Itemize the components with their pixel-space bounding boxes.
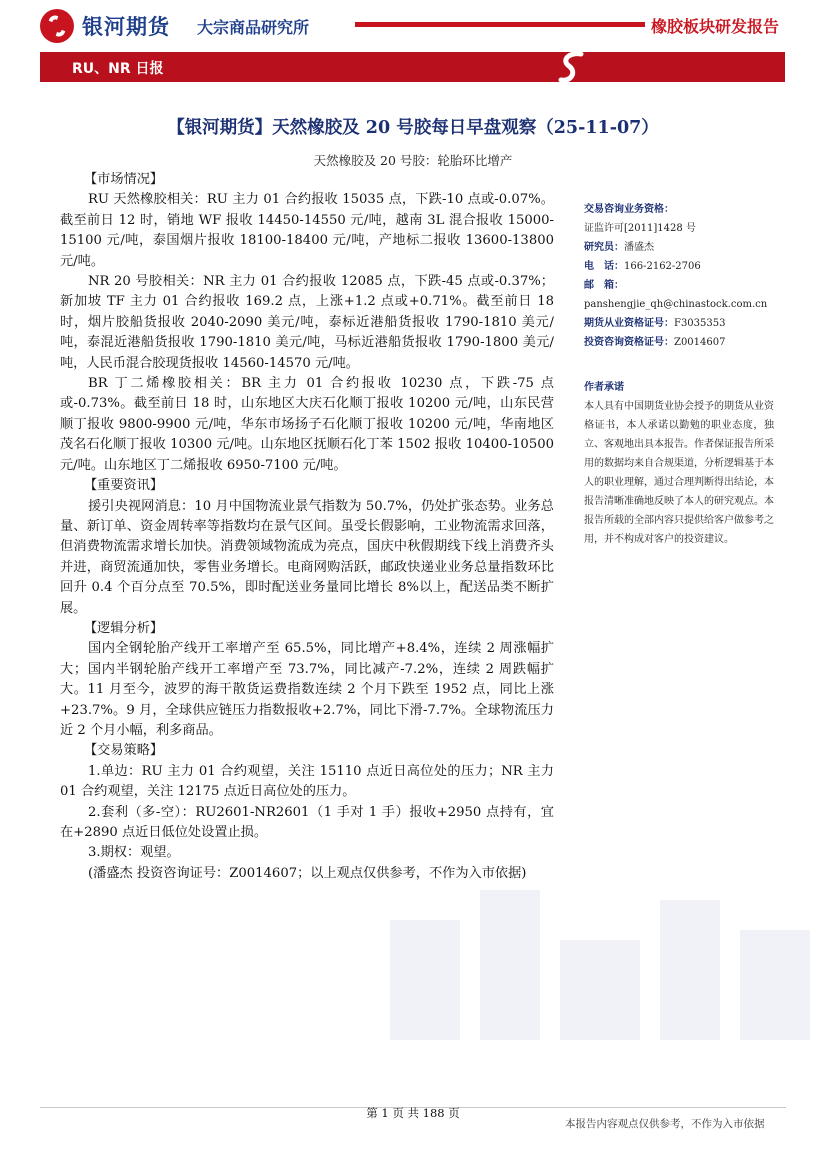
phone-label: 电 话： — [584, 261, 624, 272]
watermark-graphic — [380, 880, 820, 1060]
footer-disclaimer: 本报告内容观点仅供参考，不作为入市依据 — [565, 1118, 765, 1130]
report-type: 橡胶板块研发报告 — [651, 17, 780, 36]
paragraph-strategy-single: 1.单边：RU 主力 01 合约观望，关注 15110 点近日高位处的压力；NR 主力 01 合约观望，关注 12175 点近日高位处的压力。 — [60, 763, 554, 800]
futures-cert-label: 期货从业资格证号： — [584, 318, 674, 329]
page-title: 【银河期货】天然橡胶及 20 号胶每日早盘观察（25-11-07） — [167, 118, 659, 138]
license-number: 证监许可[2011]1428 号 — [584, 223, 696, 234]
researcher-label: 研究员： — [584, 242, 624, 253]
paragraph-strategy-arbitrage: 2.套利（多-空）：RU2601-NR2601（1 手对 1 手）报收+2950 点持有，宜在+2890 点近日低位处设置止损。 — [60, 804, 554, 840]
header-divider — [355, 22, 645, 27]
brand-logo-icon — [40, 9, 74, 43]
analyst-signature: (潘盛杰 投资咨询证号：Z0014607；以上观点仅供参考，不作为入市依据) — [88, 865, 527, 881]
report-body — [60, 170, 554, 884]
paragraph-news: 援引央视网消息：10 月中国物流业景气指数为 50.7%，仍处扩张态势。业务总量、新订单、资金周转率等指数均在景气区间。虽受长假影响，工业物流需求回落，但消费物流需求增长加快。消费领域物流成为亮点，国庆中秋假期线下线上消费齐头并进，商贸流通加快，零售业务增长。电商网购活跃，邮政快递业业务总量指数环比回升 0.4 个百分点至 70.5%，即时配送业务量同比增长 8%以上，配送品类不断扩展。 — [60, 498, 554, 616]
paragraph-logic: 国内全钢轮胎产线开工率增产至 65.5%，同比增产+8.4%，连续 2 周涨幅扩大；国内半钢轮胎产线开工率增产至 73.7%，同比减产-7.2%，连续 2 周跌幅扩大。11 月至今，波罗的海干散货运费指数连续 2 个月下跌至 1952 点，同比上涨+23.7%。9 月，全球供应链压力指数报收+2.7%，同比下滑-7.7%。全球物流压力近 2 个月小幅，利多商品。 — [60, 641, 554, 738]
qualification-label: 交易咨询业务资格： — [584, 204, 674, 215]
section-heading-logic: 【逻辑分析】 — [84, 620, 164, 636]
paragraph-ru: RU 天然橡胶相关：RU 主力 01 合约报收 15035 点，下跌-10 点或-0.07%。截至前日 12 时，销地 WF 报收 14450-14550 元/吨，越南 3L 混合报收 15000-15100 元/吨，泰国烟片报收 18100-18400 元/吨，产地标二报收 13600-13800 元/吨。 — [60, 192, 554, 269]
page-subtitle: 天然橡胶及 20 号胶：轮胎环比增产 — [313, 153, 513, 168]
section-heading-market: 【市场情况】 — [84, 172, 164, 187]
paragraph-strategy-option: 3.期权：观望。 — [88, 845, 180, 861]
institute-name: 大宗商品研究所 — [197, 18, 310, 37]
paragraph-br: BR 丁二烯橡胶相关：BR 主力 01 合约报收 10230 点，下跌-75 点或-0.73%。截至前日 18 时，山东地区大庆石化顺丁报收 10200 元/吨，山东民营顺丁报收 9800-9900 元/吨，华东市场扬子石化顺丁报收 10200 元/吨，华南地区茂名石化顺丁报收 10300 元/吨。山东地区抚顺石化丁苯 1502 报收 10400-10500 元/吨。山东地区丁二烯报收 6950-7100 元/吨。 — [60, 376, 554, 473]
promise-title: 作者承诺 — [584, 382, 624, 393]
sidebar — [584, 200, 774, 549]
consult-cert-label: 投资咨询资格证号： — [584, 337, 674, 348]
swoosh-icon — [555, 48, 591, 86]
page-number: 第 1 页 共 188 页 — [366, 1106, 460, 1120]
futures-cert-number: F3035353 — [674, 318, 726, 329]
section-heading-strategy: 【交易策略】 — [84, 743, 164, 759]
banner-label: RU、NR 日报 — [72, 61, 164, 77]
consult-cert-number: Z0014607 — [674, 337, 726, 348]
paragraph-nr: NR 20 号胶相关：NR 主力 01 合约报收 12085 点，下跌-45 点或-0.37%；新加坡 TF 主力 01 合约报收 169.2 点，上涨+1.2 点或+0.71%。截至前日 18 时，烟片胶船货报收 2040-2090 美元/吨，泰标近港船货报收 1790-1810 美元/吨，泰混近港船货报收 1790-1810 美元/吨，马标近港船货报收 1790-1800 美元/吨，人民币混合胶现货报收 14560-14570 元/吨。 — [60, 274, 554, 371]
promise-text: 本人具有中国期货业协会授予的期货从业资格证书，本人承诺以勤勉的职业态度，独立、客观地出具本报告。作者保证报告所采用的数据均来自合规渠道，分析逻辑基于本人的职业理解，通过合理判断得出结论，本报告清晰准确地反映了本人的研究观点。本报告所载的全部内容只提供给客户做参考之用，并不构成对客户的投资建议。 — [584, 401, 774, 545]
email-address[interactable]: panshengjie_qh@chinastock.com.cn — [584, 299, 768, 310]
email-label: 邮 箱： — [584, 280, 624, 291]
brand-name: 银河期货 — [82, 15, 170, 39]
section-heading-news: 【重要资讯】 — [84, 478, 164, 494]
phone-number: 166-2162-2706 — [624, 261, 701, 272]
researcher-name: 潘盛杰 — [624, 242, 654, 253]
